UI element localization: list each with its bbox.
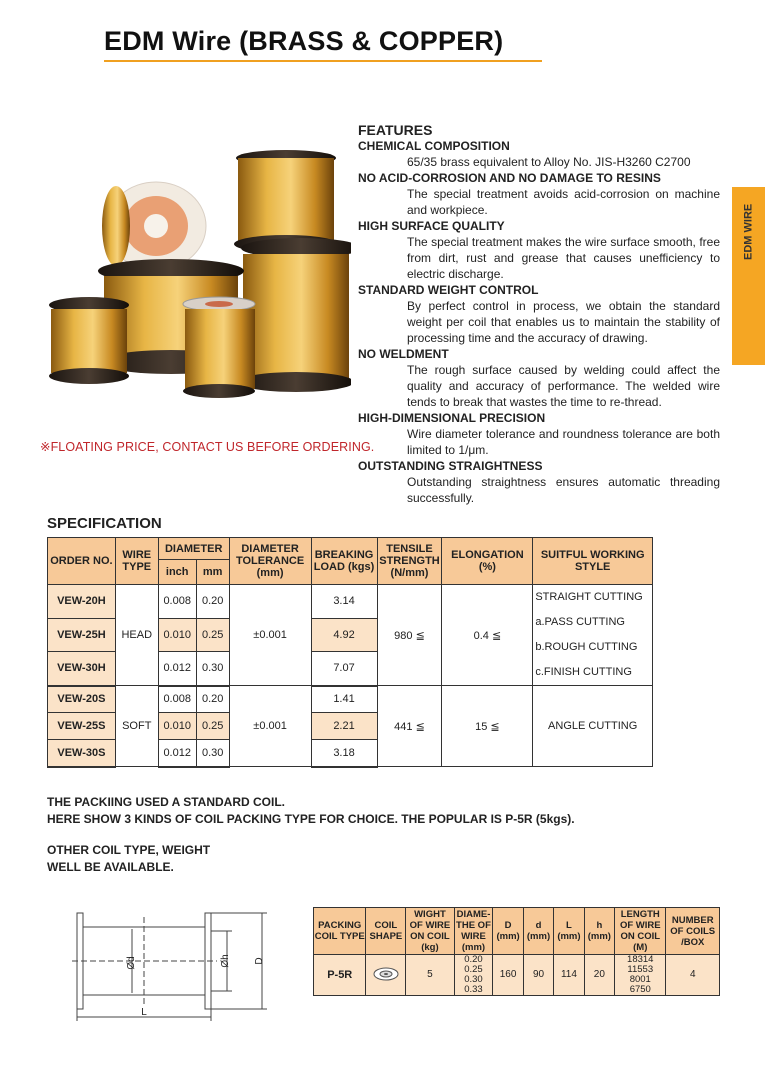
feature-text: Outstanding straightness ensures automatic threading successfully.: [407, 475, 720, 505]
style-item: STRAIGHT CUTTING: [535, 591, 643, 603]
wire-diameter: 0.20: [464, 954, 483, 965]
other-coil-line: OTHER COIL TYPE, WEIGHT: [47, 843, 211, 857]
breaking-load: 3.18: [311, 740, 377, 767]
feature-text: Wire diameter tolerance and roundness tolerance are both limited to 1/μm.: [407, 427, 720, 457]
breaking-load: 1.41: [311, 686, 377, 713]
diagram-label-D: D: [254, 957, 265, 965]
diameter-inch: 0.008: [158, 585, 196, 619]
feature-title: OUTSTANDING STRAIGHTNESS: [358, 459, 543, 473]
feature-item: [358, 458, 720, 506]
feature-title: HIGH-DIMENSIONAL PRECISION: [358, 411, 546, 425]
header-elongation: ELONGATION (%): [442, 538, 533, 585]
header-L: L (mm): [554, 908, 584, 955]
diameter-inch: 0.012: [158, 740, 196, 767]
feature-item: [358, 218, 720, 282]
section-side-tab: [732, 187, 765, 365]
header-D: D (mm): [493, 908, 523, 955]
wire-diameter: 0.33: [464, 984, 483, 995]
feature-title: CHEMICAL COMPOSITION: [358, 139, 510, 153]
diameter-inch: 0.010: [158, 713, 196, 740]
order-no: VEW-30S: [48, 740, 116, 767]
header-style: SUITFUL WORKING STYLE: [533, 538, 653, 585]
order-no: VEW-20S: [48, 686, 116, 713]
order-no: VEW-25H: [48, 618, 116, 652]
header-diameter: DIAMETER: [158, 538, 229, 560]
header-tolerance: DIAMETER TOLERANCE (mm): [229, 538, 311, 585]
coil-shape-cell: [366, 955, 406, 996]
header-packing-type: PACKING COIL TYPE: [314, 908, 366, 955]
packing-table: [313, 907, 720, 996]
diameter-inch: 0.008: [158, 686, 196, 713]
dim-d: 90: [523, 955, 553, 996]
feature-title: NO ACID-CORROSION AND NO DAMAGE TO RESINS: [358, 171, 661, 185]
elongation: 15 ≦: [442, 686, 533, 767]
wire-lengths: [615, 955, 666, 996]
feature-item: [358, 170, 720, 218]
feature-title: HIGH SURFACE QUALITY: [358, 219, 505, 233]
dim-L: 114: [554, 955, 584, 996]
features-heading: FEATURES: [358, 122, 433, 138]
working-style: [533, 585, 653, 686]
diameter-mm: 0.25: [196, 713, 229, 740]
side-tab-label: EDM WIRE: [742, 203, 755, 261]
header-coil-count: NUMBER OF COILS /BOX: [666, 908, 720, 955]
packing-type: P-5R: [314, 955, 366, 996]
order-no: VEW-20H: [48, 585, 116, 619]
feature-title: STANDARD WEIGHT CONTROL: [358, 283, 539, 297]
coil-dimension-diagram: [72, 905, 277, 1025]
header-coil-shape: COIL SHAPE: [366, 908, 406, 955]
wire-diameter: 0.25: [464, 964, 483, 975]
header-d: d (mm): [523, 908, 553, 955]
feature-item: [358, 410, 720, 458]
order-no: VEW-30H: [48, 652, 116, 686]
working-style: ANGLE CUTTING: [533, 686, 653, 767]
diagram-label-h: Øh: [220, 954, 231, 968]
wire-length: 8001: [629, 974, 651, 985]
breaking-load: 3.14: [311, 585, 377, 619]
tensile-strength: 441 ≦: [377, 686, 442, 767]
feature-text: The rough surface caused by welding could affect the quality and accuracy of performance. The welded wire tends to break that wastes the time to re-thread.: [407, 363, 720, 409]
header-h: h (mm): [584, 908, 614, 955]
spec-table: [47, 537, 653, 768]
header-length: LENGTH OF WIRE ON COIL (M): [615, 908, 666, 955]
feature-item: [358, 138, 720, 170]
header-mm: mm: [196, 560, 229, 585]
diameter-inch: 0.010: [158, 618, 196, 652]
tensile-strength: 980 ≦: [377, 585, 442, 686]
price-note: ※FLOATING PRICE, CONTACT US BEFORE ORDERING.: [40, 440, 375, 454]
packing-line: THE PACKIING USED A STANDARD COIL.: [47, 795, 286, 809]
header-order: ORDER NO.: [48, 538, 116, 585]
other-coil-line: WELL BE AVAILABLE.: [47, 860, 174, 874]
other-coil-text: [47, 842, 210, 876]
feature-text: 65/35 brass equivalent to Alloy No. JIS-H3260 C2700: [407, 155, 691, 169]
order-no: VEW-25S: [48, 713, 116, 740]
header-wire-type: WIRE TYPE: [115, 538, 158, 585]
coils-per-box: 4: [666, 955, 720, 996]
diameter-mm: 0.20: [196, 686, 229, 713]
feature-item: [358, 346, 720, 410]
diagram-label-d: Ød: [126, 956, 137, 970]
header-weight: WIGHT OF WIRE ON COIL (kg): [406, 908, 454, 955]
wire-diameter: 0.30: [464, 974, 483, 985]
dim-h: 20: [584, 955, 614, 996]
packing-line: HERE SHOW 3 KINDS OF COIL PACKING TYPE FOR CHOICE. THE POPULAR IS P-5R (5kgs).: [47, 812, 575, 826]
breaking-load: 4.92: [311, 618, 377, 652]
wire-length: 18314: [627, 954, 654, 965]
wire-type: SOFT: [115, 686, 158, 767]
feature-text: By perfect control in process, we obtain the standard weight per coil that enables us to maintain the stability of processing time and the accuracy of drawing.: [407, 299, 720, 345]
diameter-mm: 0.20: [196, 585, 229, 619]
tolerance: ±0.001: [229, 686, 311, 767]
diameter-mm: 0.25: [196, 618, 229, 652]
wire-type: HEAD: [115, 585, 158, 686]
breaking-load: 7.07: [311, 652, 377, 686]
style-item: b.ROUGH CUTTING: [535, 641, 638, 653]
header-tensile: TENSILE STRENGTH (N/mm): [377, 538, 442, 585]
tolerance: ±0.001: [229, 585, 311, 686]
feature-text: The special treatment makes the wire surface smooth, free from dirt, rust and grease that causes unefficiency to electric discharge.: [407, 235, 720, 281]
dim-D: 160: [493, 955, 523, 996]
spec-heading: SPECIFICATION: [47, 515, 162, 532]
feature-item: [358, 282, 720, 346]
header-wire-diameter: DIAME-THE OF WIRE (mm): [456, 909, 491, 953]
feature-text: The special treatment avoids acid-corrosion on machine and workpiece.: [407, 187, 720, 217]
diagram-label-L: L: [141, 1007, 147, 1018]
wire-weight: 5: [406, 955, 454, 996]
packing-text: [47, 794, 575, 828]
title-underline: [104, 60, 542, 62]
style-item: c.FINISH CUTTING: [535, 666, 632, 678]
elongation: 0.4 ≦: [442, 585, 533, 686]
style-item: a.PASS CUTTING: [535, 616, 625, 628]
header-breaking-load: BREAKING LOAD (kgs): [311, 538, 377, 585]
page-title: EDM Wire (BRASS & COPPER): [104, 26, 504, 56]
diameter-mm: 0.30: [196, 652, 229, 686]
header-inch: inch: [158, 560, 196, 585]
feature-title: NO WELDMENT: [358, 347, 449, 361]
diameter-inch: 0.012: [158, 652, 196, 686]
wire-length: 11553: [627, 964, 654, 975]
features-section: [358, 122, 720, 506]
coil-shape-icon: [373, 966, 399, 982]
diameter-mm: 0.30: [196, 740, 229, 767]
wire-length: 6750: [629, 984, 651, 995]
wire-spools-photo: [46, 148, 351, 403]
wire-diameters: [454, 955, 493, 996]
breaking-load: 2.21: [311, 713, 377, 740]
